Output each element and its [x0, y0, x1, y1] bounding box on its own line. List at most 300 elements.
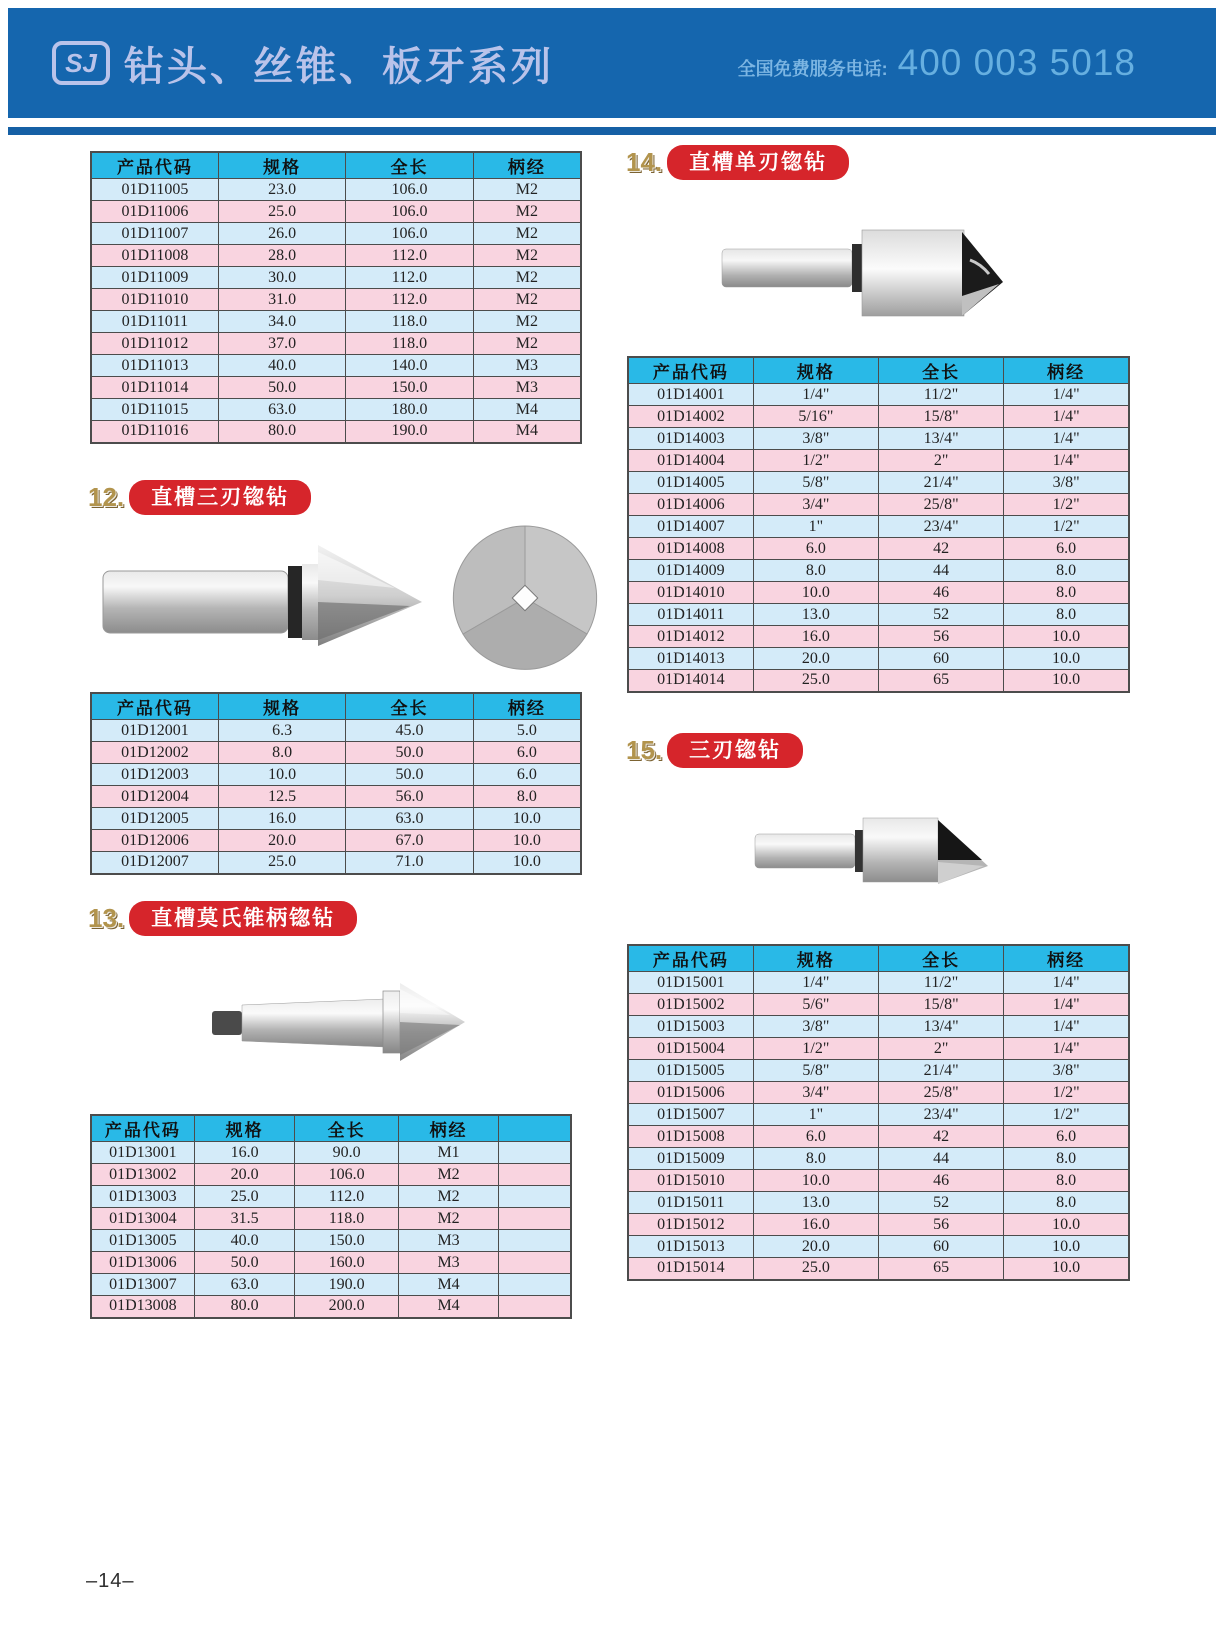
end-view-cutter: [453, 526, 596, 669]
table-cell: 01D14009: [628, 560, 753, 582]
table-cell: 80.0: [218, 421, 345, 443]
table-cell: 52: [879, 604, 1004, 626]
table-cell: 01D14001: [628, 384, 753, 406]
table-cell: 01D15002: [628, 994, 753, 1016]
table-row: [628, 582, 1129, 604]
collar: [855, 830, 863, 872]
table-cell: 112.0: [346, 289, 473, 311]
table-cell: 6.0: [753, 538, 878, 560]
table-row: [628, 1126, 1129, 1148]
brand-logo-text: SJ: [65, 47, 97, 78]
table-cell: 5.0: [473, 720, 581, 742]
table-cell: 71.0: [346, 852, 473, 874]
drill-neck: [302, 564, 320, 640]
table-cell: 8.0: [753, 560, 878, 582]
table-cell: 10.0: [1004, 648, 1129, 670]
phone-number: 400 003 5018: [897, 42, 1136, 83]
table-cell: M2: [473, 201, 581, 223]
table-cell: 21/4": [879, 472, 1004, 494]
table-cell: 3/8": [753, 1016, 878, 1038]
table-row: [628, 384, 1129, 406]
table-cell: 200.0: [295, 1296, 398, 1318]
page-header: [8, 8, 1216, 118]
table-cell: 10.0: [1004, 1214, 1129, 1236]
table-cell: 8.0: [1004, 1192, 1129, 1214]
product-table: [90, 692, 582, 875]
table-cell: 40.0: [218, 355, 345, 377]
table-cell: 60: [879, 648, 1004, 670]
column-header: 规格: [753, 945, 878, 972]
table-cell: 63.0: [218, 399, 345, 421]
table-cell: 01D11009: [91, 267, 218, 289]
table-row: [628, 994, 1129, 1016]
table-cell: 65: [879, 1258, 1004, 1280]
table-cell: 112.0: [346, 245, 473, 267]
drill-collar: [288, 566, 302, 638]
table-row: [91, 720, 581, 742]
table-row: [628, 428, 1129, 450]
ring: [383, 991, 400, 1053]
table-row: [91, 1252, 571, 1274]
table-cell: 25/8": [879, 1082, 1004, 1104]
table-cell: M3: [398, 1252, 499, 1274]
table-row: [91, 786, 581, 808]
table-cell: M2: [398, 1208, 499, 1230]
table-cell: 1/2": [1004, 516, 1129, 538]
table-cell: 118.0: [295, 1208, 398, 1230]
service-phone: [738, 42, 1136, 84]
table-header-row: [91, 152, 581, 179]
table-cell: 46: [879, 582, 1004, 604]
table-cell: 25.0: [753, 1258, 878, 1280]
table-cell: 30.0: [218, 267, 345, 289]
section-14-heading: [626, 147, 849, 177]
column-header: 柄经: [1004, 357, 1129, 384]
table-cell: 20.0: [753, 1236, 878, 1258]
table-cell: 106.0: [346, 201, 473, 223]
table-cell: 1/4": [1004, 428, 1129, 450]
table-cell: 106.0: [346, 223, 473, 245]
table-cell: 01D11013: [91, 355, 218, 377]
table-cell: 8.0: [218, 742, 345, 764]
table-cell: 1/4": [1004, 450, 1129, 472]
table-cell: 20.0: [194, 1164, 295, 1186]
table-cell: 56.0: [346, 786, 473, 808]
table-cell: 112.0: [295, 1186, 398, 1208]
product-table-13: [90, 1114, 572, 1319]
table-cell: M2: [473, 333, 581, 355]
table-cell: 01D14005: [628, 472, 753, 494]
table-cell: 01D15005: [628, 1060, 753, 1082]
morse-taper-countersink-photo: [210, 975, 480, 1075]
table-cell: 5/16": [753, 406, 878, 428]
table-cell: 15/8": [879, 994, 1004, 1016]
page-title: 钻头、丝锥、板牙系列: [124, 44, 554, 89]
table-cell: 2": [879, 1038, 1004, 1060]
product-table-15: [627, 944, 1130, 1281]
body: [863, 818, 938, 882]
table-header-row: [91, 1115, 571, 1142]
column-header: [499, 1115, 571, 1142]
table-row: [628, 972, 1129, 994]
table-row: [628, 1148, 1129, 1170]
table-row: [628, 1104, 1129, 1126]
table-cell: 1": [753, 516, 878, 538]
table-cell: 25.0: [218, 852, 345, 874]
table-cell: 20.0: [218, 830, 345, 852]
table-cell: [499, 1230, 571, 1252]
table-cell: 50.0: [218, 377, 345, 399]
table-cell: 25/8": [879, 494, 1004, 516]
table-cell: 140.0: [346, 355, 473, 377]
table-cell: 01D14010: [628, 582, 753, 604]
table-row: [91, 1296, 571, 1318]
table-row: [91, 852, 581, 874]
table-cell: [499, 1142, 571, 1164]
phone-label: 全国免费服务电话:: [737, 59, 888, 79]
product-table: [627, 356, 1130, 693]
table-cell: 50.0: [346, 742, 473, 764]
table-cell: 6.0: [473, 742, 581, 764]
table-cell: 8.0: [1004, 1170, 1129, 1192]
table-cell: M1: [398, 1142, 499, 1164]
table-row: [628, 670, 1129, 692]
table-cell: 3/4": [753, 1082, 878, 1104]
table-cell: 8.0: [473, 786, 581, 808]
table-cell: 8.0: [1004, 1148, 1129, 1170]
table-cell: 31.0: [218, 289, 345, 311]
column-header: 全长: [295, 1115, 398, 1142]
table-cell: 67.0: [346, 830, 473, 852]
table-cell: 60: [879, 1236, 1004, 1258]
table-cell: 6.0: [473, 764, 581, 786]
table-cell: M4: [398, 1274, 499, 1296]
table-cell: 01D13003: [91, 1186, 194, 1208]
table-cell: 01D11011: [91, 311, 218, 333]
table-cell: M4: [473, 421, 581, 443]
table-cell: 01D14007: [628, 516, 753, 538]
table-cell: 01D11012: [91, 333, 218, 355]
table-row: [91, 245, 581, 267]
table-cell: 10.0: [473, 852, 581, 874]
table-cell: 8.0: [1004, 582, 1129, 604]
table-cell: 63.0: [194, 1274, 295, 1296]
table-cell: 1/4": [1004, 994, 1129, 1016]
table-cell: M2: [473, 245, 581, 267]
product-table-11: [90, 151, 582, 444]
table-cell: 01D15011: [628, 1192, 753, 1214]
shank: [722, 249, 852, 287]
table-cell: 1/4": [1004, 1016, 1129, 1038]
table-cell: 50.0: [194, 1252, 295, 1274]
page-number: –14–: [86, 1570, 135, 1592]
table-cell: 10.0: [473, 808, 581, 830]
table-row: [91, 1164, 571, 1186]
table-cell: 106.0: [346, 179, 473, 201]
section-14-title-badge: 直槽单刃锪钻: [667, 145, 849, 180]
table-cell: M2: [473, 289, 581, 311]
table-cell: [499, 1164, 571, 1186]
table-cell: [499, 1208, 571, 1230]
table-cell: 13/4": [879, 1016, 1004, 1038]
section-13-heading: [88, 903, 357, 933]
table-cell: 1/2": [753, 1038, 878, 1060]
table-cell: 01D14002: [628, 406, 753, 428]
single-flute-countersink-photo: [715, 222, 1010, 327]
table-cell: 37.0: [218, 333, 345, 355]
table-row: [91, 267, 581, 289]
table-cell: M2: [473, 311, 581, 333]
table-row: [628, 1192, 1129, 1214]
column-header: 产品代码: [91, 1115, 194, 1142]
table-cell: 1/4": [1004, 384, 1129, 406]
three-flute-countersink-bit-photo: [750, 808, 990, 893]
table-row: [628, 1214, 1129, 1236]
table-cell: 40.0: [194, 1230, 295, 1252]
drill-flute-shadow: [318, 602, 410, 640]
table-cell: M2: [398, 1164, 499, 1186]
table-cell: M2: [473, 223, 581, 245]
table-cell: 3/4": [753, 494, 878, 516]
table-cell: 01D12005: [91, 808, 218, 830]
brand-logo-icon: [52, 41, 110, 85]
table-cell: 90.0: [295, 1142, 398, 1164]
table-row: [628, 538, 1129, 560]
table-cell: 21/4": [879, 1060, 1004, 1082]
product-table: [627, 944, 1130, 1281]
table-cell: [499, 1296, 571, 1318]
table-cell: 01D14011: [628, 604, 753, 626]
table-cell: 1/2": [1004, 1082, 1129, 1104]
table-row: [91, 377, 581, 399]
section-15-number: 15.: [626, 734, 663, 765]
table-cell: 01D15012: [628, 1214, 753, 1236]
table-cell: 118.0: [346, 333, 473, 355]
table-header-row: [628, 357, 1129, 384]
three-flute-countersink-photo: [95, 518, 605, 678]
table-cell: 1": [753, 1104, 878, 1126]
table-cell: 01D14012: [628, 626, 753, 648]
table-cell: 01D12003: [91, 764, 218, 786]
table-cell: 42: [879, 538, 1004, 560]
column-header: 规格: [194, 1115, 295, 1142]
table-cell: 20.0: [753, 648, 878, 670]
table-cell: 42: [879, 1126, 1004, 1148]
section-15-heading: [626, 735, 803, 765]
column-header: 全长: [346, 693, 473, 720]
table-cell: 5/8": [753, 472, 878, 494]
product-table: [90, 151, 582, 444]
table-row: [91, 764, 581, 786]
table-cell: 10.0: [218, 764, 345, 786]
table-row: [628, 1038, 1129, 1060]
table-cell: 01D11015: [91, 399, 218, 421]
table-cell: 6.0: [1004, 1126, 1129, 1148]
table-cell: 8.0: [1004, 604, 1129, 626]
table-cell: 01D11006: [91, 201, 218, 223]
table-row: [91, 399, 581, 421]
table-cell: 6.0: [1004, 538, 1129, 560]
table-cell: 01D15007: [628, 1104, 753, 1126]
table-cell: 56: [879, 626, 1004, 648]
table-row: [91, 223, 581, 245]
table-cell: 25.0: [194, 1186, 295, 1208]
table-cell: 01D15003: [628, 1016, 753, 1038]
column-header: 全长: [346, 152, 473, 179]
table-cell: 34.0: [218, 311, 345, 333]
column-header: 规格: [753, 357, 878, 384]
collar: [852, 244, 862, 292]
table-cell: 01D13008: [91, 1296, 194, 1318]
table-row: [628, 626, 1129, 648]
table-row: [91, 1186, 571, 1208]
column-header: 全长: [879, 357, 1004, 384]
table-row: [91, 333, 581, 355]
cone-shadow: [400, 1022, 460, 1055]
table-cell: 118.0: [346, 311, 473, 333]
column-header: 规格: [218, 152, 345, 179]
table-cell: 01D15001: [628, 972, 753, 994]
table-cell: M4: [398, 1296, 499, 1318]
table-cell: 190.0: [346, 421, 473, 443]
table-cell: M2: [473, 179, 581, 201]
table-cell: 50.0: [346, 764, 473, 786]
table-cell: M3: [398, 1230, 499, 1252]
table-cell: 65: [879, 670, 1004, 692]
table-cell: 25.0: [218, 201, 345, 223]
table-cell: 150.0: [346, 377, 473, 399]
table-cell: 3/8": [1004, 1060, 1129, 1082]
table-cell: 01D12001: [91, 720, 218, 742]
table-cell: 01D11007: [91, 223, 218, 245]
column-header: 产品代码: [91, 152, 218, 179]
table-cell: 80.0: [194, 1296, 295, 1318]
table-cell: 01D12004: [91, 786, 218, 808]
taper-shank: [242, 999, 385, 1047]
table-cell: 25.0: [753, 670, 878, 692]
table-cell: 01D14003: [628, 428, 753, 450]
table-cell: 15/8": [879, 406, 1004, 428]
table-cell: 1/2": [1004, 494, 1129, 516]
table-cell: 3/8": [1004, 472, 1129, 494]
table-cell: 44: [879, 560, 1004, 582]
table-cell: 160.0: [295, 1252, 398, 1274]
table-row: [628, 1236, 1129, 1258]
section-12-number: 12.: [88, 481, 125, 512]
table-cell: 45.0: [346, 720, 473, 742]
table-cell: 13.0: [753, 1192, 878, 1214]
table-cell: 01D13002: [91, 1164, 194, 1186]
section-12-title-badge: 直槽三刃锪钻: [129, 480, 311, 515]
table-cell: 6.0: [753, 1126, 878, 1148]
table-row: [91, 421, 581, 443]
table-cell: 2": [879, 450, 1004, 472]
table-cell: 44: [879, 1148, 1004, 1170]
table-row: [628, 516, 1129, 538]
table-cell: 1/4": [753, 384, 878, 406]
table-cell: 12.5: [218, 786, 345, 808]
table-cell: 8.0: [1004, 560, 1129, 582]
table-cell: 10.0: [1004, 670, 1129, 692]
table-cell: 1/4": [753, 972, 878, 994]
table-cell: 5/6": [753, 994, 878, 1016]
product-table: [90, 1114, 572, 1319]
table-row: [628, 1170, 1129, 1192]
table-cell: 01D12007: [91, 852, 218, 874]
table-row: [628, 1016, 1129, 1038]
table-cell: 10.0: [473, 830, 581, 852]
section-13-number: 13.: [88, 902, 125, 933]
table-cell: 10.0: [1004, 626, 1129, 648]
column-header: 产品代码: [628, 945, 753, 972]
table-cell: 01D12006: [91, 830, 218, 852]
table-row: [91, 289, 581, 311]
table-cell: 01D15006: [628, 1082, 753, 1104]
table-cell: 56: [879, 1214, 1004, 1236]
table-cell: 01D14013: [628, 648, 753, 670]
table-cell: M3: [473, 377, 581, 399]
table-cell: M4: [473, 399, 581, 421]
table-row: [628, 1082, 1129, 1104]
table-cell: 106.0: [295, 1164, 398, 1186]
section-13-title-badge: 直槽莫氏锥柄锪钻: [129, 901, 357, 936]
table-cell: 01D15014: [628, 1258, 753, 1280]
table-row: [91, 742, 581, 764]
table-header-row: [91, 693, 581, 720]
table-cell: 1/2": [753, 450, 878, 472]
table-cell: 11/2": [879, 972, 1004, 994]
table-cell: 10.0: [753, 1170, 878, 1192]
table-cell: 16.0: [753, 626, 878, 648]
drill-shank: [103, 571, 288, 633]
table-cell: 01D13001: [91, 1142, 194, 1164]
table-cell: 13.0: [753, 604, 878, 626]
table-cell: 01D11008: [91, 245, 218, 267]
table-row: [628, 648, 1129, 670]
column-header: 全长: [879, 945, 1004, 972]
table-row: [628, 1258, 1129, 1280]
column-header: 产品代码: [91, 693, 218, 720]
black-flute: [938, 820, 982, 860]
column-header: 柄经: [1004, 945, 1129, 972]
table-cell: 1/2": [1004, 1104, 1129, 1126]
table-cell: 180.0: [346, 399, 473, 421]
table-row: [628, 1060, 1129, 1082]
table-cell: 23/4": [879, 1104, 1004, 1126]
table-header-row: [628, 945, 1129, 972]
column-header: 柄经: [398, 1115, 499, 1142]
table-cell: [499, 1252, 571, 1274]
column-header: 规格: [218, 693, 345, 720]
table-cell: 01D14004: [628, 450, 753, 472]
table-cell: 01D11014: [91, 377, 218, 399]
column-header: 柄经: [473, 693, 581, 720]
table-row: [91, 179, 581, 201]
section-15-title-badge: 三刃锪钻: [667, 733, 803, 768]
table-cell: 10.0: [753, 582, 878, 604]
table-cell: 01D13006: [91, 1252, 194, 1274]
table-cell: 01D12002: [91, 742, 218, 764]
table-cell: M2: [473, 267, 581, 289]
header-divider: [8, 127, 1216, 135]
table-cell: 3/8": [753, 428, 878, 450]
table-row: [628, 604, 1129, 626]
table-cell: [499, 1186, 571, 1208]
table-row: [91, 830, 581, 852]
shank: [755, 834, 855, 868]
table-cell: 16.0: [194, 1142, 295, 1164]
table-cell: M2: [398, 1186, 499, 1208]
